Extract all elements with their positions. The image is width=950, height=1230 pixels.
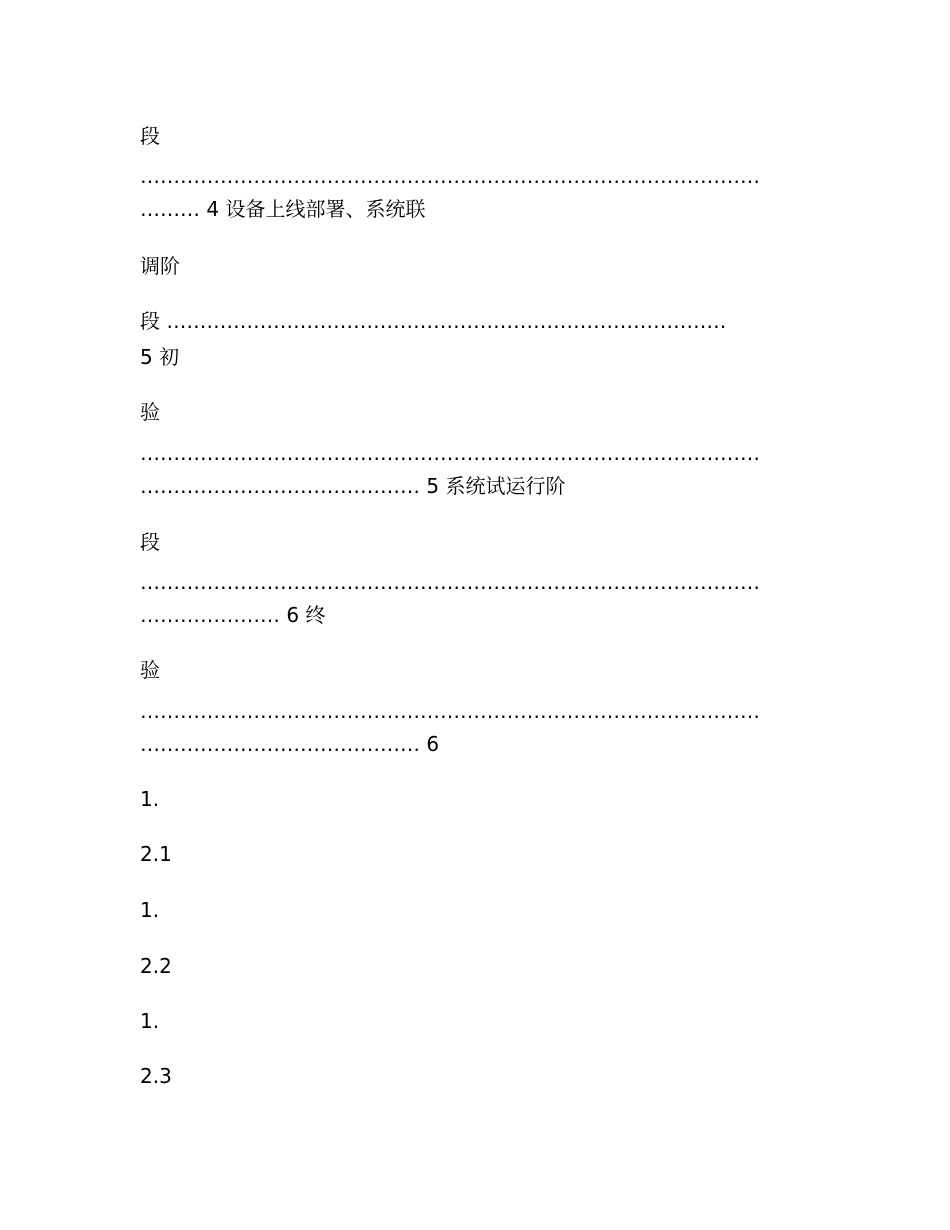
section-number: 1. [140,1009,160,1033]
toc-leader-dots: ………………………………………………………………………………… [140,570,760,594]
toc-line: 段 [140,530,160,554]
toc-line: 段 [140,124,160,148]
toc-entry-page-number: …………………………………… 6 [140,732,440,756]
toc-line: 段 ………………………………………………………………………… [140,309,727,333]
toc-line: 调阶 [140,254,180,278]
section-number: 1. [140,898,160,922]
toc-leader-dots: ………………………………………………………………………………… [140,164,760,188]
section-number: 2.2 [140,954,172,978]
toc-entry-final-acceptance: ………………… 6 终 [140,603,326,627]
toc-leader-dots: ………………………………………………………………………………… [140,441,760,465]
section-number: 1. [140,787,160,811]
section-number: 2.3 [140,1064,172,1088]
toc-entry-initial-acceptance: 5 初 [140,345,180,369]
toc-line: 验 [140,400,160,424]
toc-entry-trial-run: …………………………………… 5 系统试运行阶 [140,474,566,498]
toc-leader-dots: ………………………………………………………………………………… [140,699,760,723]
section-number: 2.1 [140,842,172,866]
toc-line: 验 [140,658,160,682]
toc-entry-device-deployment: ……… 4 设备上线部署、系统联 [140,197,426,221]
